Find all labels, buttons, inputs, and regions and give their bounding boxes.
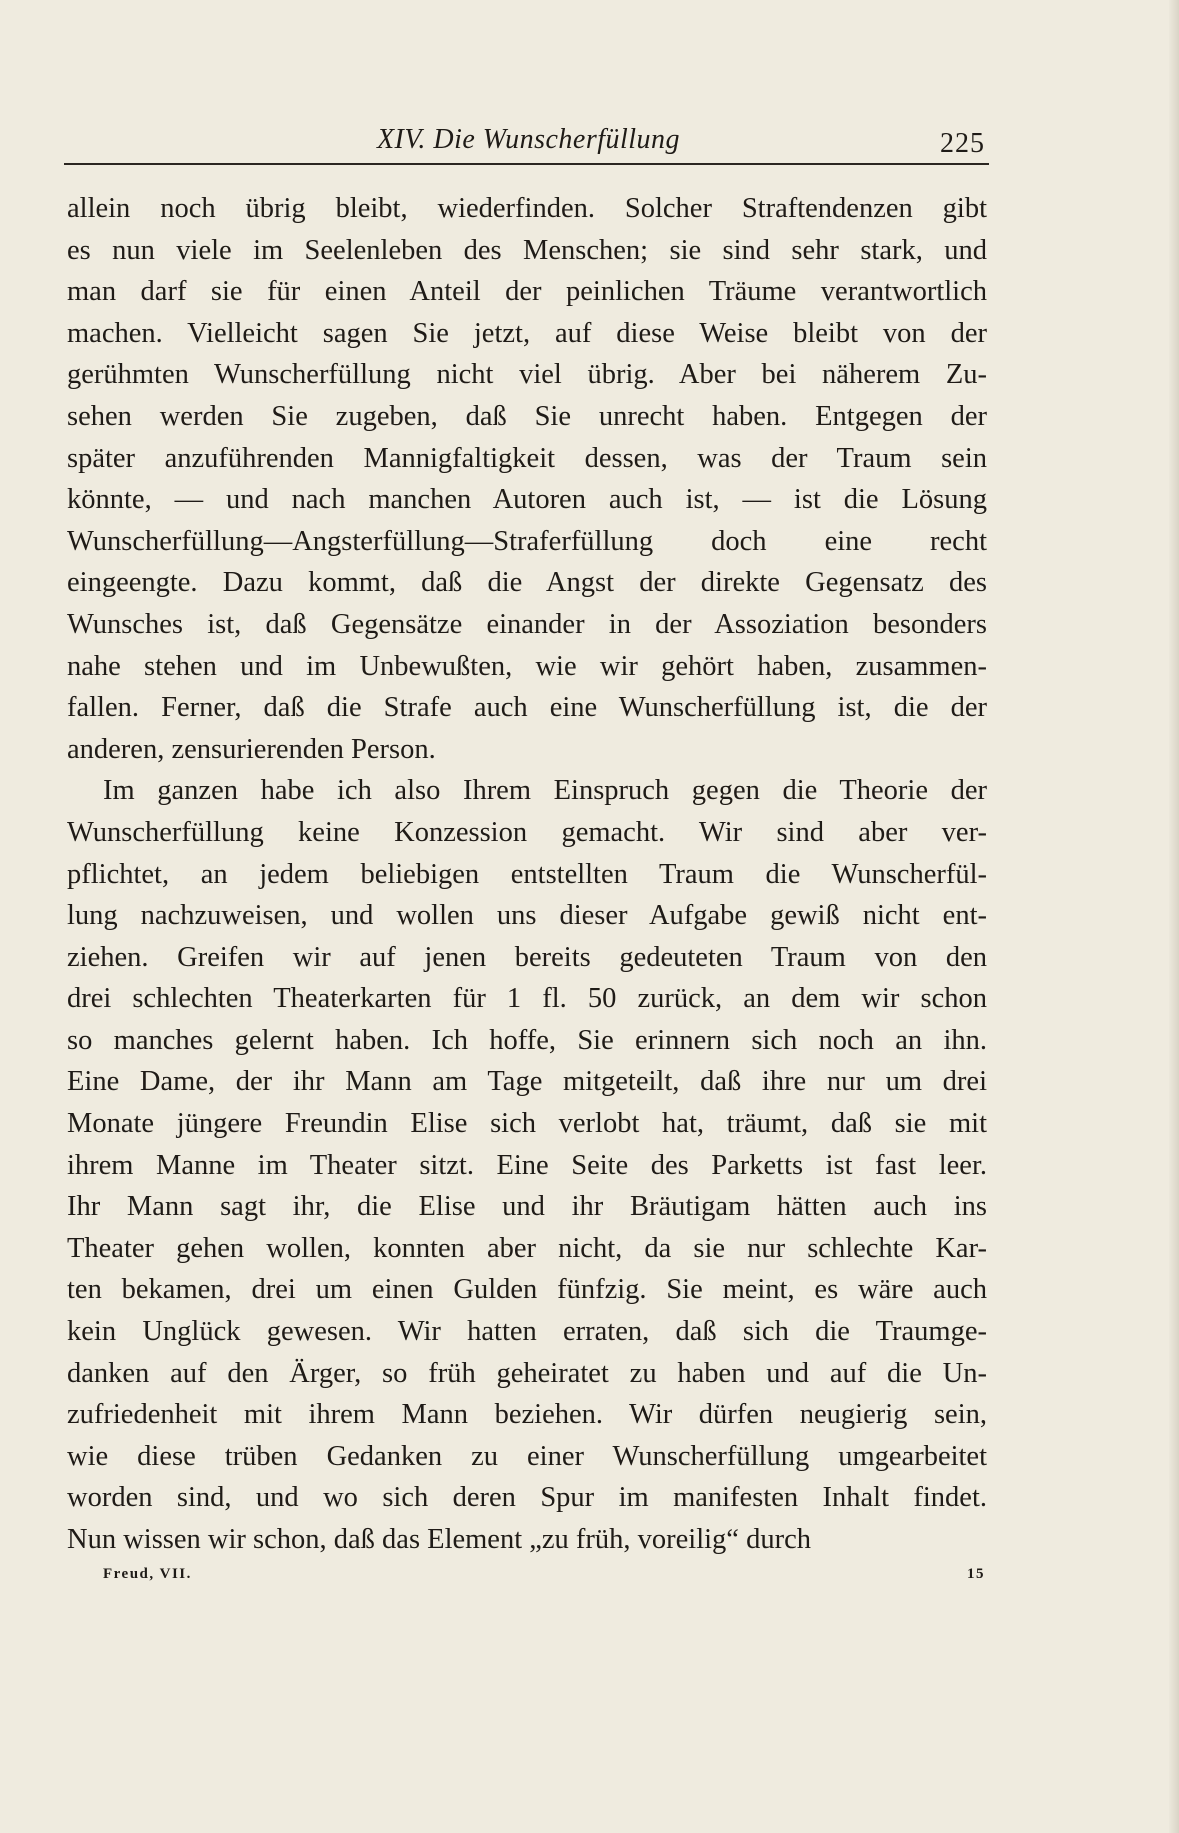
text-line: kein Unglück gewesen. Wir hatten erraten, daß sich die Traumge- (67, 1316, 987, 1348)
running-header (70, 122, 987, 162)
text-line: ziehen. Greifen wir auf jenen bereits gedeuteten Traum von den (67, 941, 987, 973)
footer-signature: Freud, VII. (103, 1566, 192, 1582)
page-footer (67, 1566, 987, 1596)
running-title: XIV. Die Wunscherfüllung (376, 124, 681, 155)
text-line: könnte, — und nach manchen Autoren auch ist, — ist die Lösung (67, 484, 987, 516)
text-line: ihrem Manne im Theater sitzt. Eine Seite des Parketts ist fast leer. (67, 1149, 987, 1181)
text-line: ten bekamen, drei um einen Gulden fünfzig. Sie meint, es wäre auch (67, 1274, 987, 1306)
text-line: Nun wissen wir schon, daß das Element „zu früh, voreilig“ durch (67, 1524, 811, 1555)
text-line: eingeengte. Dazu kommt, daß die Angst der direkte Gegensatz des (67, 567, 987, 599)
text-line: fallen. Ferner, daß die Strafe auch eine Wunscherfüllung ist, die der (67, 692, 987, 724)
text-line: Theater gehen wollen, konnten aber nicht, da sie nur schlechte Kar- (67, 1232, 987, 1264)
text-line: Im ganzen habe ich also Ihrem Einspruch gegen die Theorie der (103, 775, 987, 807)
text-line: Monate jüngere Freundin Elise sich verlobt hat, träumt, daß sie mit (67, 1108, 987, 1140)
text-line: drei schlechten Theaterkarten für 1 fl. 50 zurück, an dem wir schon (67, 983, 987, 1015)
text-line: es nun viele im Seelenleben des Menschen; sie sind sehr stark, und (67, 234, 987, 266)
text-line: Eine Dame, der ihr Mann am Tage mitgeteilt, daß ihre nur um drei (67, 1066, 987, 1098)
text-line: wie diese trüben Gedanken zu einer Wunscherfüllung umgearbeitet (67, 1440, 987, 1472)
page-number: 225 (940, 128, 985, 159)
text-line: Wunsches ist, daß Gegensätze einander in der Assoziation besonders (67, 608, 987, 640)
text-line: danken auf den Ärger, so früh geheiratet zu haben und auf die Un- (67, 1357, 987, 1389)
text-line: sehen werden Sie zugeben, daß Sie unrecht haben. Entgegen der (67, 400, 987, 432)
text-line: machen. Vielleicht sagen Sie jetzt, auf diese Weise bleibt von der (67, 317, 987, 349)
text-line: Wunscherfüllung keine Konzession gemacht. Wir sind aber ver- (67, 816, 987, 848)
text-line: anderen, zensurierenden Person. (67, 733, 436, 765)
page-edge-shadow (1169, 0, 1179, 1833)
text-line: allein noch übrig bleibt, wiederfinden. Solcher Straftendenzen gibt (67, 193, 987, 224)
text-line: worden sind, und wo sich deren Spur im manifesten Inhalt findet. (67, 1482, 987, 1514)
header-rule (64, 163, 989, 165)
text-line: pflichtet, an jedem beliebigen entstellten Traum die Wunscherfül- (67, 858, 987, 890)
text-line: so manches gelernt haben. Ich hoffe, Sie erinnern sich noch an ihn. (67, 1024, 987, 1056)
text-line: zufriedenheit mit ihrem Mann beziehen. Wir dürfen neugierig sein, (67, 1399, 987, 1431)
text-line: später anzuführenden Mannigfaltigkeit dessen, was der Traum sein (67, 442, 987, 474)
text-line: man darf sie für einen Anteil der peinlichen Träume verantwortlich (67, 276, 987, 308)
text-line: Wunscherfüllung—Angsterfüllung—Straferfüllung doch eine recht (67, 525, 987, 557)
text-line: Ihr Mann sagt ihr, die Elise und ihr Bräutigam hätten auch ins (67, 1191, 987, 1223)
paragraph (67, 188, 987, 770)
text-line: gerühmten Wunscherfüllung nicht viel übrig. Aber bei näherem Zu- (67, 359, 987, 391)
paragraph (67, 770, 987, 1560)
sheet-number: 15 (967, 1566, 985, 1582)
text-line: lung nachzuweisen, und wollen uns dieser Aufgabe gewiß nicht ent- (67, 900, 987, 932)
text-line: nahe stehen und im Unbewußten, wie wir gehört haben, zusammen- (67, 650, 987, 682)
body-text (67, 188, 987, 1561)
